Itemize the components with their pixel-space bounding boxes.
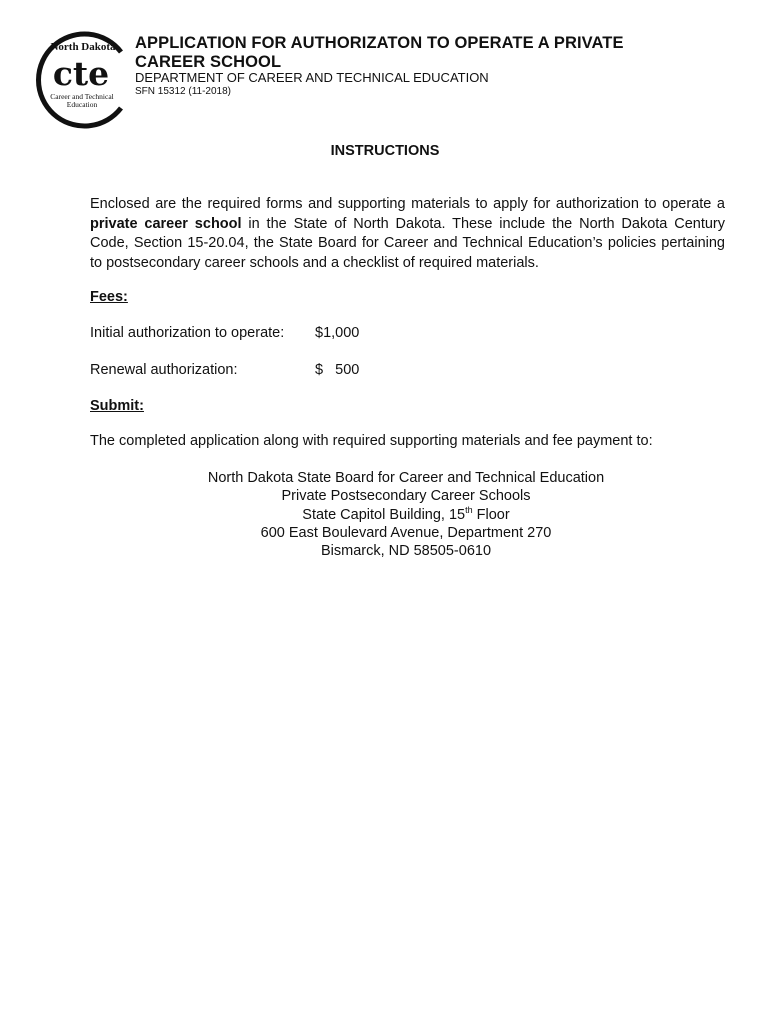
- fee-value: $1,000: [315, 325, 360, 341]
- intro-paragraph: [90, 195, 725, 273]
- intro-text-end: in the State of North Dakota. These include the North Dakota Century Code, Section 15-20.04, the State Board for Career and Technical Education’s policies pertaining to postsecondary career schools and a checklist of required materials.: [90, 215, 725, 271]
- department-name: DEPARTMENT OF CAREER AND TECHNICAL EDUCATION: [135, 70, 489, 85]
- intro-text-start: Enclosed are the required forms and supporting materials to apply for authorization to operate a: [90, 196, 725, 212]
- form-title-line-1: APPLICATION FOR AUTHORIZATON TO OPERATE A PRIVATE: [135, 34, 624, 52]
- fee-value: $ 500: [315, 362, 360, 378]
- fee-label: Initial authorization to operate:: [90, 325, 285, 341]
- address-line-3-text: State Capitol Building, 15: [302, 506, 466, 523]
- address-line-3-suffix: Floor: [472, 506, 510, 523]
- form-number: SFN 15312 (11-2018): [135, 86, 231, 97]
- fee-label: Renewal authorization:: [90, 362, 238, 378]
- address-line-5: Bismarck, ND 58505-0610: [320, 543, 492, 560]
- submit-label: Submit:: [90, 398, 144, 414]
- form-title-line-2: CAREER SCHOOL: [135, 53, 282, 71]
- address-line-4: 600 East Boulevard Avenue, Department 270: [260, 524, 552, 541]
- logo-bottom-text-2: Education: [66, 100, 98, 109]
- logo-mark-text: cte: [52, 54, 110, 93]
- logo-top-text: North Dakota: [50, 41, 116, 53]
- instructions-heading: INSTRUCTIONS: [330, 143, 440, 159]
- fees-label: Fees:: [90, 289, 128, 305]
- logo-mark: [33, 30, 133, 130]
- submit-instructions: The completed application along with required supporting materials and fee payment to:: [90, 433, 653, 449]
- address-line-2: Private Postsecondary Career Schools: [281, 488, 531, 505]
- mailing-address: [0, 469, 770, 560]
- logo-bottom-text-1: Career and Technical: [50, 92, 114, 101]
- address-line-1: North Dakota State Board for Career and Technical Education: [207, 470, 605, 486]
- form-title: [135, 34, 735, 72]
- address-line-3-superscript: th: [465, 504, 473, 515]
- nd-cte-logo: [33, 30, 133, 130]
- intro-bold-text: private career school: [90, 215, 242, 232]
- address-line-3: [0, 506, 770, 524]
